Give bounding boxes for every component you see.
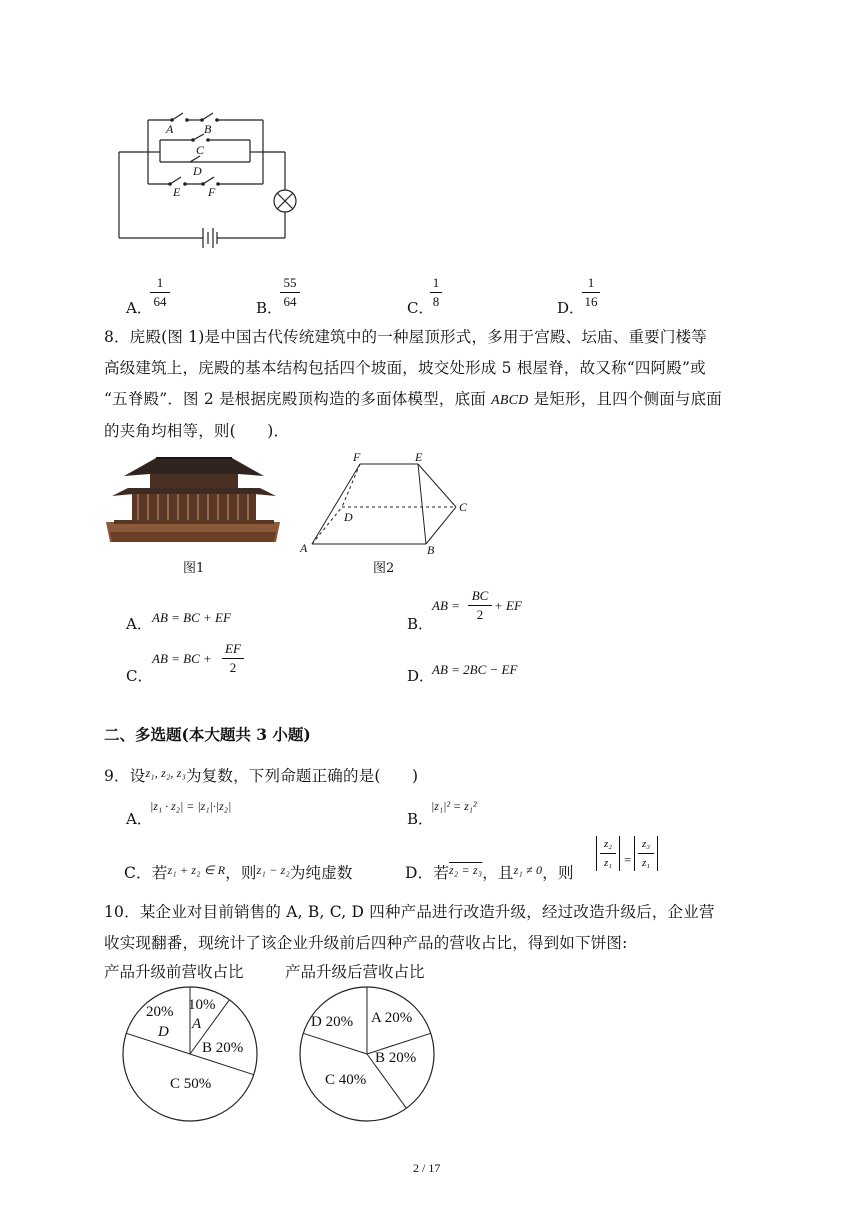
q9-option-d-cond: z₂ = z₃ — [449, 863, 483, 877]
polyhedron-figure — [296, 448, 476, 558]
q9-d-d2: z₁ — [641, 857, 651, 869]
q7-option-a-letter[interactable]: A． — [126, 299, 152, 317]
q9-option-d-mid: ，且 — [482, 864, 514, 882]
vertex-label-f: F — [353, 450, 361, 464]
q9-d-d1: z₁ — [603, 857, 613, 869]
figure-2-caption: 图2 — [373, 561, 395, 576]
q7-d-den: 16 — [584, 294, 598, 309]
switch-label-e: E — [173, 185, 181, 199]
q9-option-a-letter[interactable]: A． — [126, 810, 152, 828]
pie-slice-boundary-c — [190, 1054, 254, 1075]
switch-label-c: C — [196, 143, 205, 157]
q7-b-num: 55 — [283, 275, 297, 290]
q9-option-d-abs-frac-left — [596, 836, 620, 871]
q8-option-a-expr: AB = BC + EF — [152, 610, 231, 625]
q8-option-a-letter[interactable]: A． — [126, 615, 152, 633]
q8-option-b-letter[interactable]: B． — [407, 615, 434, 633]
q9-option-b-expr: |z₁|² = z₁² — [431, 799, 477, 813]
q8-option-c-pre: AB = BC + — [152, 651, 212, 666]
q8-option-b-pre: AB = — [432, 598, 460, 613]
switch-label-b: B — [204, 122, 212, 136]
q9-option-d[interactable] — [405, 855, 574, 889]
pie-before-label-c: C 50% — [170, 1076, 212, 1092]
q7-c-num: 1 — [432, 275, 440, 290]
q9-d-n2: z₃ — [641, 838, 651, 850]
q8-line-2: 高级建筑上，庑殿的基本结构包括四个坡面，坡交处形成 5 根屋脊，故又称“四阿殿”或 — [104, 359, 706, 377]
q9-option-c-letter: C．若 — [124, 864, 168, 882]
q7-option-b-letter[interactable]: B． — [256, 299, 283, 317]
q8-line-3b: 是矩形，且四个侧面与底面 — [533, 390, 723, 408]
q8-b-num: BC — [471, 588, 489, 603]
pie-after-title: 产品升级后营收占比 — [285, 963, 425, 981]
pie-before-title: 产品升级前营收占比 — [104, 963, 244, 981]
q7-option-c-fraction — [430, 275, 442, 310]
q9-vars: z₁, z₂, z₃ — [145, 766, 186, 780]
section-2-heading: 二、多选题(本大题共 3 小题) — [104, 725, 311, 744]
q9-option-d-cond2: z₁ ≠ 0 — [513, 863, 543, 877]
pie-before-label-a: A — [192, 1016, 202, 1032]
pie-before-label-d: D — [158, 1024, 169, 1040]
q7-option-a-fraction — [150, 275, 170, 310]
q8-line-3 — [104, 384, 764, 416]
q9-option-c-expr: z₁ − z₂ — [256, 863, 290, 877]
pie-chart-after — [297, 984, 437, 1124]
pie-after-label-a: A 20% — [371, 1010, 413, 1026]
q9-d-n1: z₂ — [603, 838, 613, 850]
q9-stem — [104, 758, 418, 792]
q8-abcd: ABCD — [491, 393, 529, 408]
pie-after-label-d: D 20% — [311, 1014, 354, 1030]
q8-option-c-fraction — [222, 641, 244, 676]
circuit-diagram — [110, 100, 300, 260]
q9-option-d-abs-frac-right — [634, 836, 658, 871]
q9-option-d-letter: D．若 — [405, 864, 450, 882]
q8-option-c-letter[interactable]: C． — [126, 667, 153, 685]
vertex-label-a: A — [300, 541, 308, 555]
q7-option-b-fraction — [280, 275, 300, 310]
q9-option-c-mid: ，则 — [225, 864, 257, 882]
vertex-label-b: B — [427, 543, 435, 557]
q8-option-b-fraction — [468, 588, 492, 623]
temple-figure — [104, 452, 282, 548]
q9-option-d-mid2: ，则 — [542, 864, 574, 882]
figure-1-caption: 图1 — [183, 561, 205, 576]
pie-before-label-d-pct: 20% — [146, 1004, 174, 1020]
q9-option-c-cond: z₁ + z₂ ∈ R — [167, 863, 226, 877]
switch-label-d: D — [193, 164, 202, 178]
switch-label-f: F — [208, 185, 216, 199]
switch-label-a: A — [166, 122, 174, 136]
q8-b-den: 2 — [476, 607, 484, 622]
q7-option-d-fraction — [582, 275, 600, 310]
pie-before-label-b: B 20% — [202, 1040, 244, 1056]
q8-option-b-post: + EF — [494, 598, 522, 613]
q7-a-num: 1 — [156, 275, 164, 290]
q7-option-c-letter[interactable]: C． — [407, 299, 434, 317]
q9-option-b-letter[interactable]: B． — [407, 810, 434, 828]
pie-before-label-a-pct: 10% — [188, 997, 216, 1013]
pie-after-label-c: C 40% — [325, 1072, 367, 1088]
q7-c-den: 8 — [432, 294, 440, 309]
q9-stem-post: 为复数，下列命题正确的是( ) — [186, 767, 419, 785]
vertex-label-e: E — [415, 450, 423, 464]
q9-option-c[interactable] — [124, 855, 353, 889]
q7-b-den: 64 — [283, 294, 297, 309]
q10-stem — [104, 897, 784, 959]
page-number: 2 / 17 — [413, 1161, 441, 1175]
q8-line-3a: “五脊殿”．图 2 是根据庑殿顶构造的多面体模型，底面 — [104, 390, 486, 408]
vertex-label-c: C — [459, 500, 468, 514]
q8-c-den: 2 — [229, 660, 237, 675]
q8-option-d-expr: AB = 2BC − EF — [432, 662, 518, 677]
vertex-label-d: D — [344, 510, 353, 524]
pie-chart-before — [120, 984, 260, 1124]
q9-stem-pre: 9．设 — [104, 767, 146, 785]
q8-c-num: EF — [225, 641, 241, 656]
q7-a-den: 64 — [153, 294, 167, 309]
q9-option-d-equals: = — [624, 852, 632, 867]
pie-slice-boundary-d — [303, 1033, 367, 1054]
q9-option-a-expr: |z₁ · z₂| = |z₁|·|z₂| — [150, 799, 232, 813]
q10-line-1: 10．某企业对目前销售的 A, B, C, D 四种产品进行改造升级，经过改造升级后，企业营 — [104, 903, 715, 921]
q8-line-4: 的夹角均相等，则( )． — [104, 422, 290, 440]
q10-line-2: 收实现翻番，现统计了该企业升级前后四种产品的营收占比，得到如下饼图: — [104, 934, 628, 952]
q8-line-1: 8．庑殿(图 1)是中国古代传统建筑中的一种屋顶形式，多用于宫殿、坛庙、重要门楼等 — [104, 328, 707, 346]
q8-stem — [104, 322, 764, 447]
q7-d-num: 1 — [587, 275, 595, 290]
q7-option-d-letter[interactable]: D． — [557, 299, 585, 317]
q9-option-c-tail: 为纯虚数 — [289, 864, 353, 882]
q8-option-d-letter[interactable]: D． — [407, 667, 435, 685]
pie-after-label-b: B 20% — [375, 1050, 417, 1066]
